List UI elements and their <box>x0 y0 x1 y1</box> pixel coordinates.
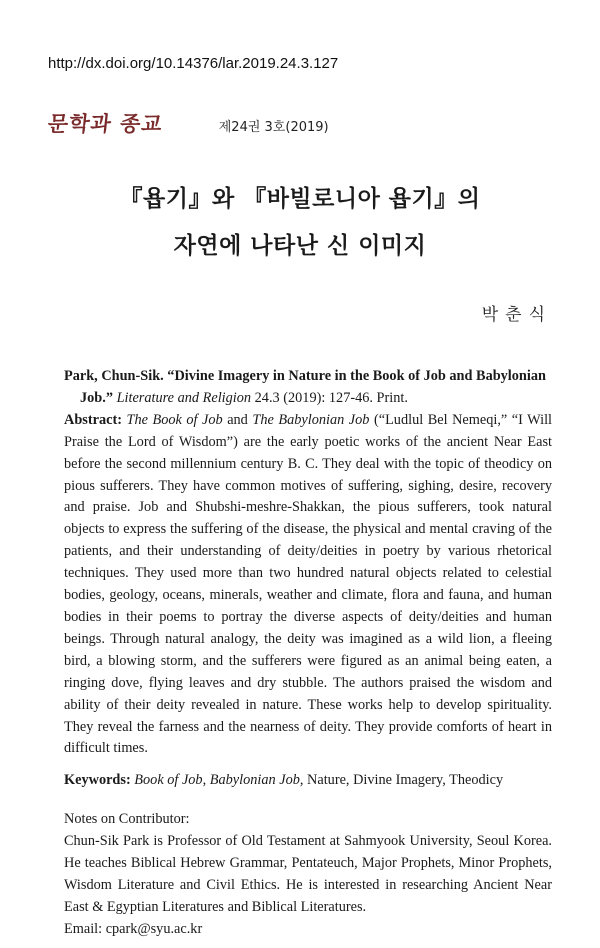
journal-header <box>48 108 329 138</box>
abstract <box>64 410 552 761</box>
abstract-and: and <box>227 411 248 428</box>
abstract-work-2: The Babylonian Job <box>252 411 370 428</box>
abstract-label: Abstract: <box>64 411 122 428</box>
citation-journal: Literature and Religion <box>116 389 252 406</box>
citation-title: “Divine Imagery in Nature in the Book of Job and Babylonian <box>167 368 546 384</box>
contributor-email[interactable]: Email: cpark@syu.ac.kr <box>64 920 203 937</box>
journal-logo: 문학과 종교 <box>46 111 165 136</box>
keywords: Keywords: Book of Job, Babylonian Job, Nature, Divine Imagery, Theodicy <box>64 772 504 789</box>
article-title-line-1: 『욥기』와 『바빌로니아 욥기』의 <box>119 186 481 212</box>
keywords-label: Keywords: <box>64 772 131 789</box>
citation-details: 24.3 (2019): 127-46. Print. <box>254 389 408 406</box>
keyword-2: Babylonian Job <box>209 772 300 789</box>
contributor-bio: Chun-Sik Park is Professor of Old Testament at Sahmyook University, Seoul Korea. He teaches Biblical Hebrew Grammar, Pentateuch, Major Prophets, Minor Prophets, Wisdom Literature and Civil Ethics. He is interested in researching Ancient Near East & Egyptian Literatures and Biblical Literatures. <box>64 833 552 915</box>
abstract-work-1: The Book of Job <box>126 411 223 428</box>
author-name: 박춘식 <box>481 305 552 325</box>
keyword-1: Book of Job <box>134 772 203 789</box>
article-front-matter <box>64 366 552 941</box>
abstract-text: (“Ludlul Bel Nemeqi,” “I Will Praise the Lord of Wisdom”) are the early poetic works of the ancient Near East before the second millennium century B. C. They deal with the topic of theodicy on pious sufferers. They have common motives of suffering, sighing, desire, recovery and praise. Job and Shubshi-meshre-Shakkan, the pious sufferers, took natural objects to express the suffering of the disease, the physical and mental craving of the patients, and their understanding of deity/deities in poetry by various rhetorical techniques. They used more than two hundred natural objects related to celestial bodies, geology, oceans, minerals, weather and climate, flora and fauna, and human bodies in their poems to portray the diverse aspects of deity/deities and human beings. Through natural analogy, the deity was imagined as a wild lion, a fleeing bird, a blowing storm, and the sufferers were figured as an animal being eaten, a ringing dove, flying leaves and dry stubble. The authors praised the wisdom and ability of their deity revealed in nature. These works help to develop spirituality. They reveal the farness and the nearness of deity. They provide comforts of heart in difficult times. <box>64 411 553 757</box>
doi-link[interactable]: http://dx.doi.org/10.14376/lar.2019.24.3.127 <box>48 55 339 72</box>
citation-authors: Park, Chun-Sik. <box>64 368 164 384</box>
article-title-line-2: 자연에 나타난 신 이미지 <box>173 233 427 259</box>
volume-issue: 제24권 3호(2019) <box>218 120 329 135</box>
contributor-heading: Notes on Contributor: <box>64 811 190 828</box>
keywords-rest: , Nature, Divine Imagery, Theodicy <box>299 772 504 789</box>
citation-title-end: Job.” <box>80 389 113 406</box>
citation-continued <box>64 388 552 410</box>
citation <box>64 366 552 388</box>
